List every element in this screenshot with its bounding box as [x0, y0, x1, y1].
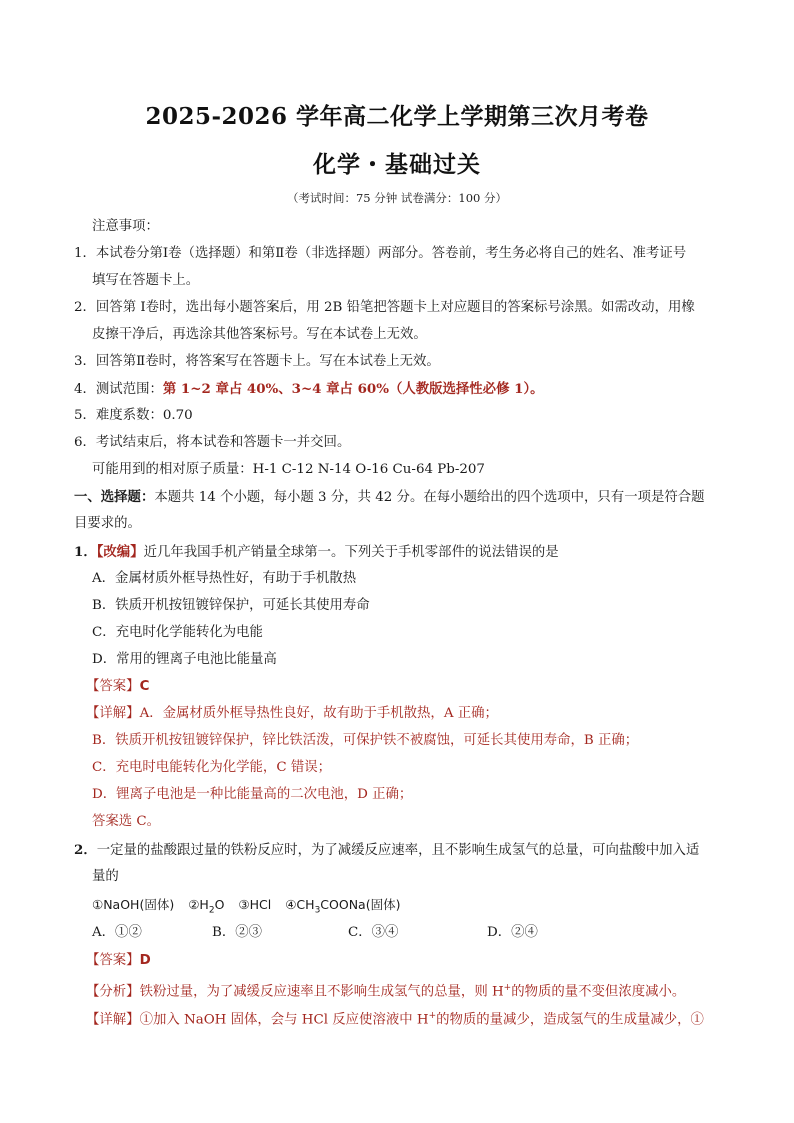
question-text: 近几年我国手机产销量全球第一。下列关于手机零部件的说法错误的是 — [143, 545, 559, 560]
q1-conclusion: 答案选 C。 — [92, 814, 161, 829]
section-instructions: 本题共 14 个小题，每小题 3 分，共 42 分。在每小题给出的四个选项中，只有一项是符合题 — [154, 490, 705, 505]
detail-text: ①加入 NaOH 固体，会与 HCl 反应使溶液中 H — [139, 1012, 429, 1028]
q1-option-d: D．常用的锂离子电池比能量高 — [92, 652, 277, 667]
note-number: 4． — [74, 382, 96, 397]
note-text: 本试卷分第Ⅰ卷（选择题）和第Ⅱ卷（非选择题）两部分。答卷前，考生务必将自己的姓名、准考证号 — [95, 246, 687, 261]
answer-label: 【答案】 — [86, 679, 140, 694]
q2-item-1: ①NaOH(固体) — [92, 897, 175, 912]
note-5 — [74, 406, 193, 426]
q1-answer — [86, 677, 149, 697]
q1-detail-b: B．铁质开机按钮镀锌保护，锌比铁活泼，可保护铁不被腐蚀，可延长其使用寿命，B 正确； — [92, 733, 639, 748]
q2-item-2: $②H_2O$ — [188, 897, 225, 916]
question-tag: 【改编】 — [96, 544, 144, 560]
section-1-header — [74, 487, 705, 508]
answer-value: D — [139, 953, 151, 968]
test-scope: 第 1~2 章占 40%、3~4 章占 60%（人教版选择性必修 1）。 — [162, 381, 544, 397]
detail-label: 【详解】 — [86, 706, 140, 721]
answer-label: 【答案】 — [86, 953, 140, 968]
analysis-text: 铁粉过量，为了减缓反应速率且不影响生成氢气的总量，则 H — [139, 984, 504, 1000]
note-2-cont: 皮擦干净后，再选涂其他答案标号。写在本试卷上无效。 — [92, 327, 427, 342]
note-3 — [74, 352, 440, 372]
note-1 — [74, 244, 686, 264]
question-text: 一定量的盐酸跟过量的铁粉反应时，为了减缓反应速率，且不影响生成氢气的总量，可向盐酸中加入适 — [96, 843, 700, 858]
exam-info: （考试时间：75 分钟 试卷满分：100 分） — [286, 191, 508, 205]
note-number: 2． — [74, 300, 96, 315]
notes-heading: 注意事项： — [92, 219, 159, 234]
note-text: 难度系数：0.70 — [95, 408, 193, 423]
q1-option-a: A．金属材质外框导热性好，有助于手机散热 — [92, 571, 357, 586]
question-2-stem-cont: 量的 — [92, 869, 119, 884]
section-label: 一、选择题： — [74, 489, 155, 505]
note-text: 回答第Ⅱ卷时，将答案写在答题卡上。写在本试卷上无效。 — [95, 354, 440, 369]
q2-item-3: ③HCl — [238, 897, 272, 912]
answer-value: C — [139, 679, 150, 694]
q2-detail: 【详解】①加入 NaOH 固体，会与 HCl 反应使溶液中 H+的物质的量减少，造成氢气的生成量减少，① — [86, 1011, 704, 1028]
note-text: 考试结束后，将本试卷和答题卡一并交回。 — [95, 435, 351, 450]
atomic-masses: 可能用到的相对原子质量：H-1 C-12 N-14 O-16 Cu-64 Pb-207 — [92, 462, 485, 477]
q1-detail-c: C．充电时电能转化为化学能，C 错误； — [92, 760, 331, 775]
note-number: 1． — [74, 246, 96, 261]
question-number: 2． — [74, 842, 97, 858]
note-number: 3． — [74, 354, 96, 369]
analysis-label: 【分析】 — [86, 984, 140, 1000]
note-number: 6． — [74, 435, 96, 450]
page-subtitle: 化学・基础过关 — [313, 151, 481, 178]
q2-item-4: $④CH_3COONa$(固体) — [285, 897, 401, 916]
q2-option-b: B．②③ — [212, 925, 263, 940]
q2-option-a: A．①② — [92, 925, 142, 940]
q2-option-d: D．②④ — [487, 925, 538, 940]
note-4 — [74, 379, 544, 400]
page-title: 2025-2026 学年高二化学上学期第三次月考卷 — [145, 103, 649, 130]
detail-text: A．金属材质外框导热性良好，故有助于手机散热，A 正确； — [139, 706, 498, 721]
q1-option-c: C．充电时化学能转化为电能 — [92, 625, 263, 640]
q1-option-b: B．铁质开机按钮镀锌保护，可延长其使用寿命 — [92, 598, 370, 613]
detail-label: 【详解】 — [86, 1012, 140, 1028]
note-6 — [74, 433, 350, 453]
q2-items — [92, 895, 400, 921]
question-number: 1． — [74, 544, 97, 560]
question-1-stem — [74, 542, 559, 563]
section-1-cont: 目要求的。 — [74, 516, 141, 531]
question-2-stem — [74, 840, 699, 861]
q1-detail-d: D．锂离子电池是一种比能量高的二次电池，D 正确； — [92, 787, 413, 802]
q2-answer — [86, 951, 151, 971]
note-2 — [74, 298, 695, 318]
q2-option-c: C．③④ — [348, 925, 399, 940]
note-number: 5． — [74, 408, 96, 423]
note-text: 测试范围： — [95, 382, 163, 397]
note-text: 回答第 Ⅰ卷时，选出每小题答案后，用 2B 铅笔把答题卡上对应题目的答案标号涂黑。如需改动，用橡 — [95, 300, 695, 315]
q1-detail-a — [86, 704, 498, 724]
q2-analysis: 【分析】铁粉过量，为了减缓反应速率且不影响生成氢气的总量，则 H+的物质的量不变但浓度减小。 — [86, 983, 686, 1000]
note-1-cont: 填写在答题卡上。 — [92, 273, 200, 288]
